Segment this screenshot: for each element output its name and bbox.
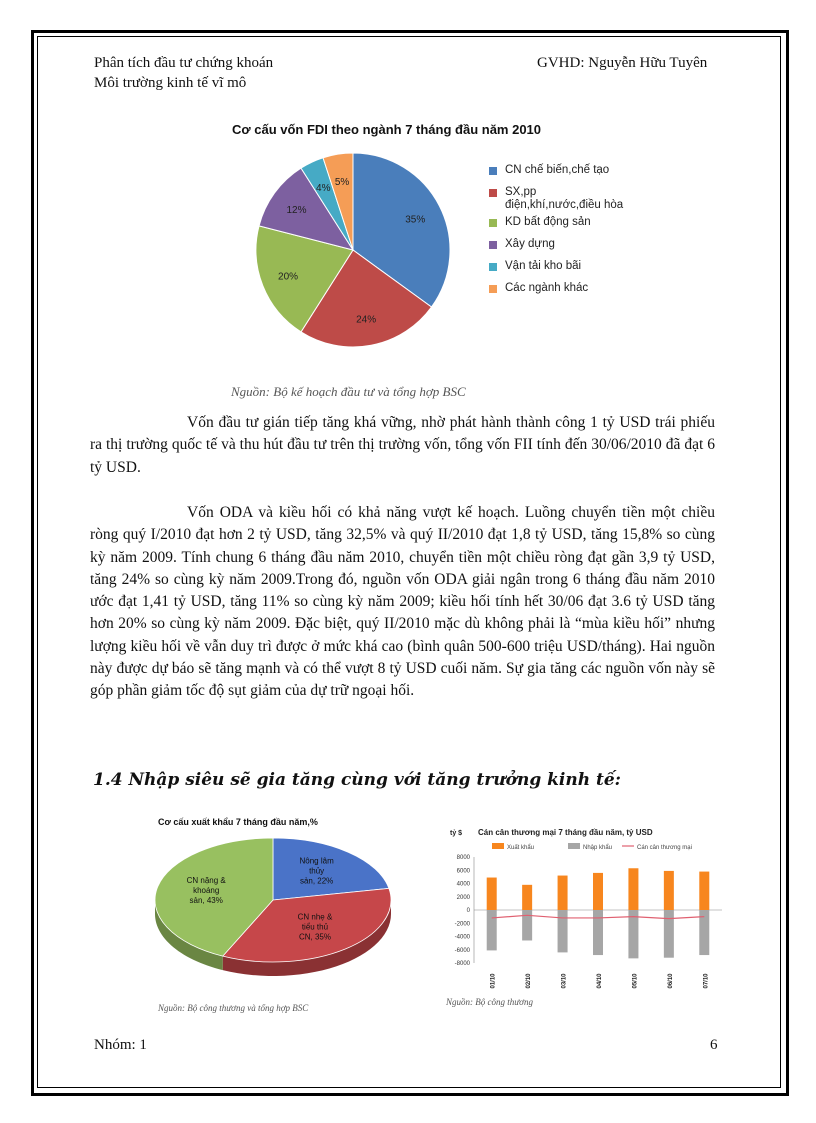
export-slice-label: Nông lâm	[299, 856, 334, 866]
fdi-legend	[487, 164, 623, 304]
export-slice-label: sản, 43%	[189, 896, 223, 906]
paragraph-2-text: Vốn ODA và kiều hối có khả năng vượt kế hoạch. Luồng chuyển tiền một chiều ròng quý I/2010 đạt hơn 2 tỷ USD, tăng 32,5% và quý II/2010 đạt 1,8 tỷ USD, tăng 15,8% so cùng kỳ năm 2009. Tính chung 6 tháng đầu năm 2010, chuyển tiền một chiều ròng đạt gần 3,9 tỷ USD, tăng 24% so cùng kỳ năm 2009.Trong đó, nguồn vốn ODA giải ngân trong 6 tháng đầu năm 2010 ước đạt 1,41 tỷ USD, tăng 11% so cùng kỳ năm 2009; kiều hối tính hết 30/06 đạt 3.6 tỷ USD tăng hơn 20% so cùng kỳ năm 2009. Đặc biệt, quý II/2010 mặc dù không phải là “mùa kiều hối” nhưng lượng kiều hối về vẫn duy trì được ở mức khá cao (bình quân 500-600 triệu USD/tháng). Hai nguồn này được dự báo sẽ tăng mạnh và có thể vượt 8 tỷ USD cuối năm. Sự gia tăng các nguồn vốn này sẽ góp phần giảm tốc độ sụt giảm của dự trữ ngoại hối.	[90, 504, 715, 700]
legend-swatch	[489, 219, 497, 227]
header-left-line2: Môi trường kinh tế vĩ mô	[94, 75, 247, 91]
export-chart-title: Cơ cấu xuất khẩu 7 tháng đầu năm,%	[158, 817, 318, 827]
legend-label: CN chế biến,chế tạo	[505, 164, 610, 176]
export-source: Nguồn: Bộ công thương và tổng hợp BSC	[158, 1003, 309, 1013]
legend-label: Các ngành khác	[505, 282, 589, 294]
legend-label: Xuất khẩu	[507, 845, 535, 851]
trade-balance-chart	[440, 823, 730, 998]
export-bar	[664, 871, 674, 910]
paragraph-1-text: Vốn đầu tư gián tiếp tăng khá vững, nhờ phát hành thành công 1 tỷ USD trái phiếu ra thị trường quốc tế và thu hút đầu tư trên thị trường vốn, tổng vốn FII tính đến 30/06/2010 đã đạt 6 tỷ USD.	[90, 414, 715, 476]
legend-label: Xây dựng	[505, 238, 555, 250]
fdi-slice-label: 5%	[334, 177, 350, 189]
import-bar	[522, 910, 532, 940]
legend-swatch	[489, 263, 497, 271]
y-tick-label: -8000	[454, 961, 470, 967]
fdi-legend-item	[487, 260, 623, 273]
y-tick-label: -2000	[454, 921, 470, 928]
y-tick-label: 2000	[456, 894, 470, 901]
legend-swatch	[489, 189, 497, 197]
legend-swatch	[492, 843, 504, 849]
y-tick-label: -4000	[454, 934, 470, 941]
y-tick-label: 0	[466, 908, 470, 914]
footer-page-number: 6	[710, 1037, 718, 1053]
x-tick-label: 07/10	[703, 973, 710, 989]
fdi-slice-label: 24%	[356, 314, 377, 326]
export-slice-label: CN, 35%	[298, 932, 331, 942]
import-bar	[558, 910, 568, 952]
fdi-source: Nguồn: Bộ kế hoạch đầu tư và tổng hợp BSC	[231, 384, 466, 399]
export-bar	[699, 872, 709, 910]
export-bar	[628, 868, 638, 910]
import-bar	[593, 910, 603, 955]
trade-source: Nguồn: Bộ công thương	[446, 997, 533, 1007]
legend-swatch	[489, 241, 497, 249]
fdi-slice-label: 20%	[278, 271, 299, 283]
fdi-legend-item	[487, 164, 623, 177]
legend-label: SX,pp điện,khí,nước,điều hòa	[505, 186, 624, 211]
fdi-legend-item	[487, 216, 623, 229]
section-heading: 1.4 Nhập siêu sẽ gia tăng cùng với tăng trưởng kinh tế:	[93, 770, 621, 790]
fdi-pie-chart	[240, 140, 480, 360]
y-tick-label: 4000	[456, 881, 470, 888]
y-tick-label: 8000	[456, 855, 470, 861]
export-slice-label: CN nhẹ &	[297, 912, 333, 922]
paragraph-1	[90, 412, 715, 479]
fdi-legend-item	[487, 238, 623, 251]
x-tick-label: 06/10	[667, 973, 674, 989]
export-pie-chart	[145, 830, 405, 1005]
footer-group: Nhóm: 1	[94, 1037, 147, 1053]
x-tick-label: 01/10	[490, 973, 497, 989]
import-bar	[664, 910, 674, 958]
x-tick-label: 05/10	[632, 973, 639, 989]
export-slice-label: CN nặng &	[186, 876, 226, 886]
fdi-slice-label: 12%	[286, 204, 307, 216]
header-left-line1: Phân tích đầu tư chứng khoán	[94, 55, 274, 71]
export-slice-label: tiểu thủ	[301, 922, 329, 932]
fdi-chart-title: Cơ cấu vốn FDI theo ngành 7 tháng đầu năm 2010	[232, 122, 542, 137]
header-right: GVHD: Nguyễn Hữu Tuyên	[537, 55, 708, 71]
fdi-slice-label: 4%	[316, 182, 331, 194]
legend-label: Vận tải kho bãi	[505, 260, 582, 272]
fdi-slice-label: 35%	[405, 214, 426, 226]
paragraph-2	[90, 502, 715, 703]
x-tick-label: 02/10	[526, 973, 533, 989]
import-bar	[487, 910, 497, 950]
fdi-legend-item	[487, 186, 623, 212]
legend-label: Cán cân thương mại	[637, 845, 692, 851]
y-tick-label: 6000	[456, 868, 470, 875]
legend-label: Nhập khẩu	[583, 845, 613, 851]
fdi-legend-item	[487, 282, 623, 295]
export-bar	[487, 878, 497, 910]
trade-chart-title: Cán cân thương mại 7 tháng đầu năm, tỷ USD	[478, 828, 653, 837]
trade-y-unit: tỷ $	[450, 830, 463, 837]
export-slice-label: sản, 22%	[299, 876, 334, 886]
export-bar	[593, 873, 603, 910]
x-tick-label: 03/10	[561, 973, 568, 989]
legend-swatch	[568, 843, 580, 849]
legend-swatch	[489, 167, 497, 175]
legend-swatch	[489, 285, 497, 293]
legend-label: KD bất động sản	[505, 216, 591, 228]
x-tick-label: 04/10	[597, 973, 603, 989]
y-tick-label: -6000	[454, 947, 470, 954]
export-slice-label: thủy	[309, 866, 325, 876]
export-bar	[558, 876, 568, 910]
export-slice-label: khoáng	[193, 886, 220, 896]
export-bar	[522, 885, 532, 910]
